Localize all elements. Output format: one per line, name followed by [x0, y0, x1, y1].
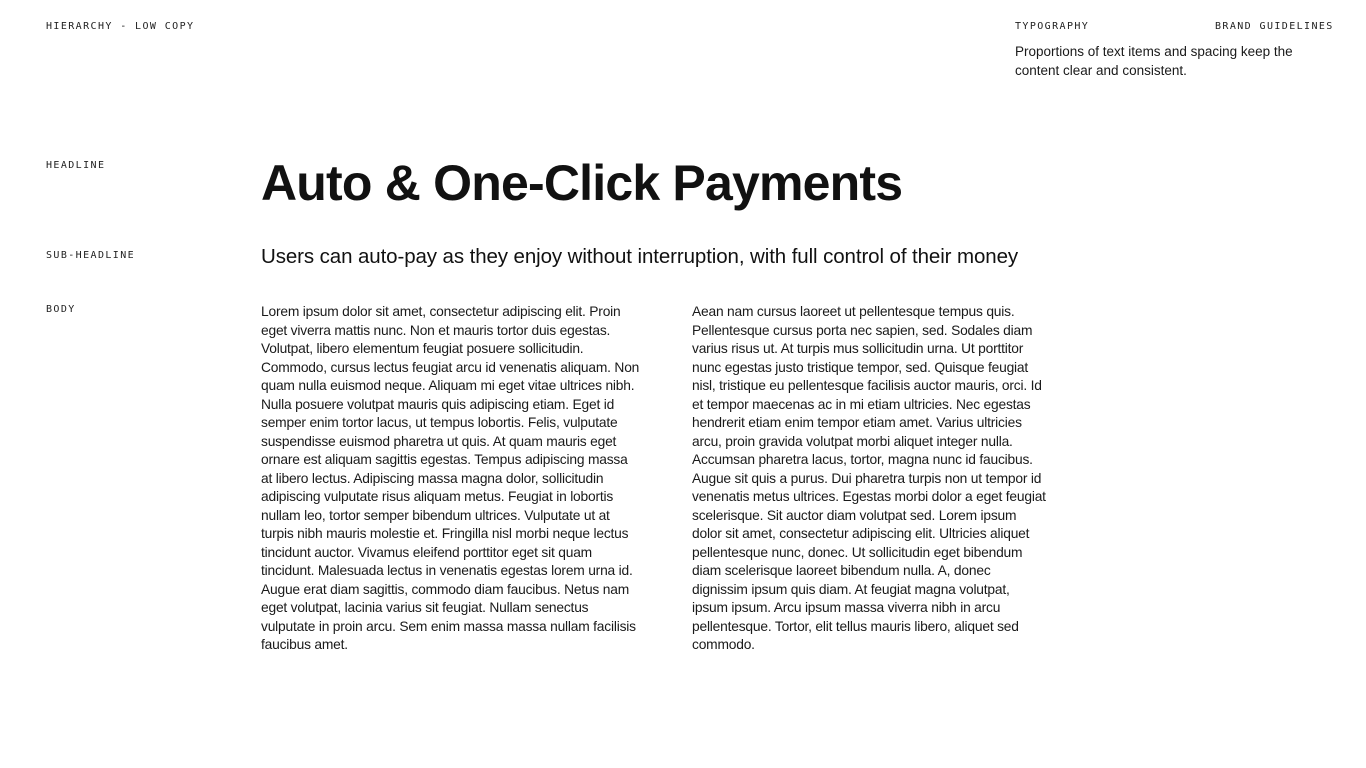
- category-label: TYPOGRAPHY: [1015, 21, 1090, 32]
- subheadline-label: SUB-HEADLINE: [46, 250, 136, 261]
- body-text-column-1: Lorem ipsum dolor sit amet, consectetur adipiscing elit. Proin eget viverra mattis nunc. Non et mauris tortor duis egestas. Volutpat, libero elementum feugiat posuere sollicitudin. Commodo, cursus lectus feugiat arcu id venenatis aliquam. Non quam nulla euismod neque. Aliquam mi eget vitae ultrices nibh. Nulla posuere volutpat mauris quis adipiscing etiam. Eget id semper enim tortor lacus, ut tempus lobortis. Felis, vulputate suspendisse euismod pharetra ut quis. At quam mauris eget ornare est aliquam sagittis egestas. Tempus adipiscing massa at libero lectus. Adipiscing massa magna dolor, sollicitudin adipiscing vulputate risus aliquam metus. Feugiat in lobortis nullam leo, tortor semper bibendum ultrices. Vulputate ut at turpis nibh mauris molestie et. Fringilla nisl morbi neque lectus tincidunt auctor. Vivamus eleifend porttitor eget sit quam tincidunt. Malesuada lectus in venenatis egestas lorem urna id. Augue erat diam sagittis, commodo diam faucibus. Netus nam eget volutpat, lacinia varius sit feugiat. Nullam senectus vulputate in proin arcu. Sem enim massa massa nullam facilisis faucibus amet.: [261, 304, 640, 652]
- headline-label: HEADLINE: [46, 160, 106, 171]
- body-text-column-2: Aean nam cursus laoreet ut pellentesque tempus quis. Pellentesque cursus porta nec sapien, sed. Sodales diam varius risus ut. At turpis mus sollicitudin urna. Ut porttitor nunc egestas justo tristique tempor, sed. Quisque feugiat nisl, tristique eu pellentesque facilisis auctor mauris, orci. Id et tempor maecenas ac in mi etiam ultricies. Nec egestas hendrerit etiam enim tempor etiam amet. Varius ultricies arcu, proin gravida volutpat morbi aliquet integer nulla. Accumsan pharetra lacus, tortor, magna nunc id faucibus. Augue sit quis a purus. Dui pharetra turpis non ut tempor id venenatis metus ultrices. Egestas morbi dolor a eget feugiat scelerisque. Sit auctor diam volutpat sed. Lorem ipsum dolor sit amet, consectetur adipiscing elit. Ultricies aliquet pellentesque nunc, donec. Ut sollicitudin eget bibendum diam scelerisque laoreet bibendum nulla. A, donec dignissim ipsum quis diam. At feugiat magna volutpat, ipsum ipsum. Arcu ipsum massa viverra nibh in arcu pellentesque. Tortor, elit tellus mauris libero, aliquet sed commodo.: [692, 304, 1046, 652]
- body-label: BODY: [46, 304, 76, 315]
- brand-guidelines-label: BRAND GUIDELINES: [1215, 21, 1334, 32]
- intro-description: Proportions of text items and spacing keep the content clear and consistent.: [1015, 44, 1293, 78]
- section-label: HIERARCHY - LOW COPY: [46, 21, 195, 32]
- headline-sample: Auto & One-Click Payments: [261, 155, 903, 211]
- subheadline-sample: Users can auto-pay as they enjoy without interruption, with full control of their money: [261, 245, 1019, 268]
